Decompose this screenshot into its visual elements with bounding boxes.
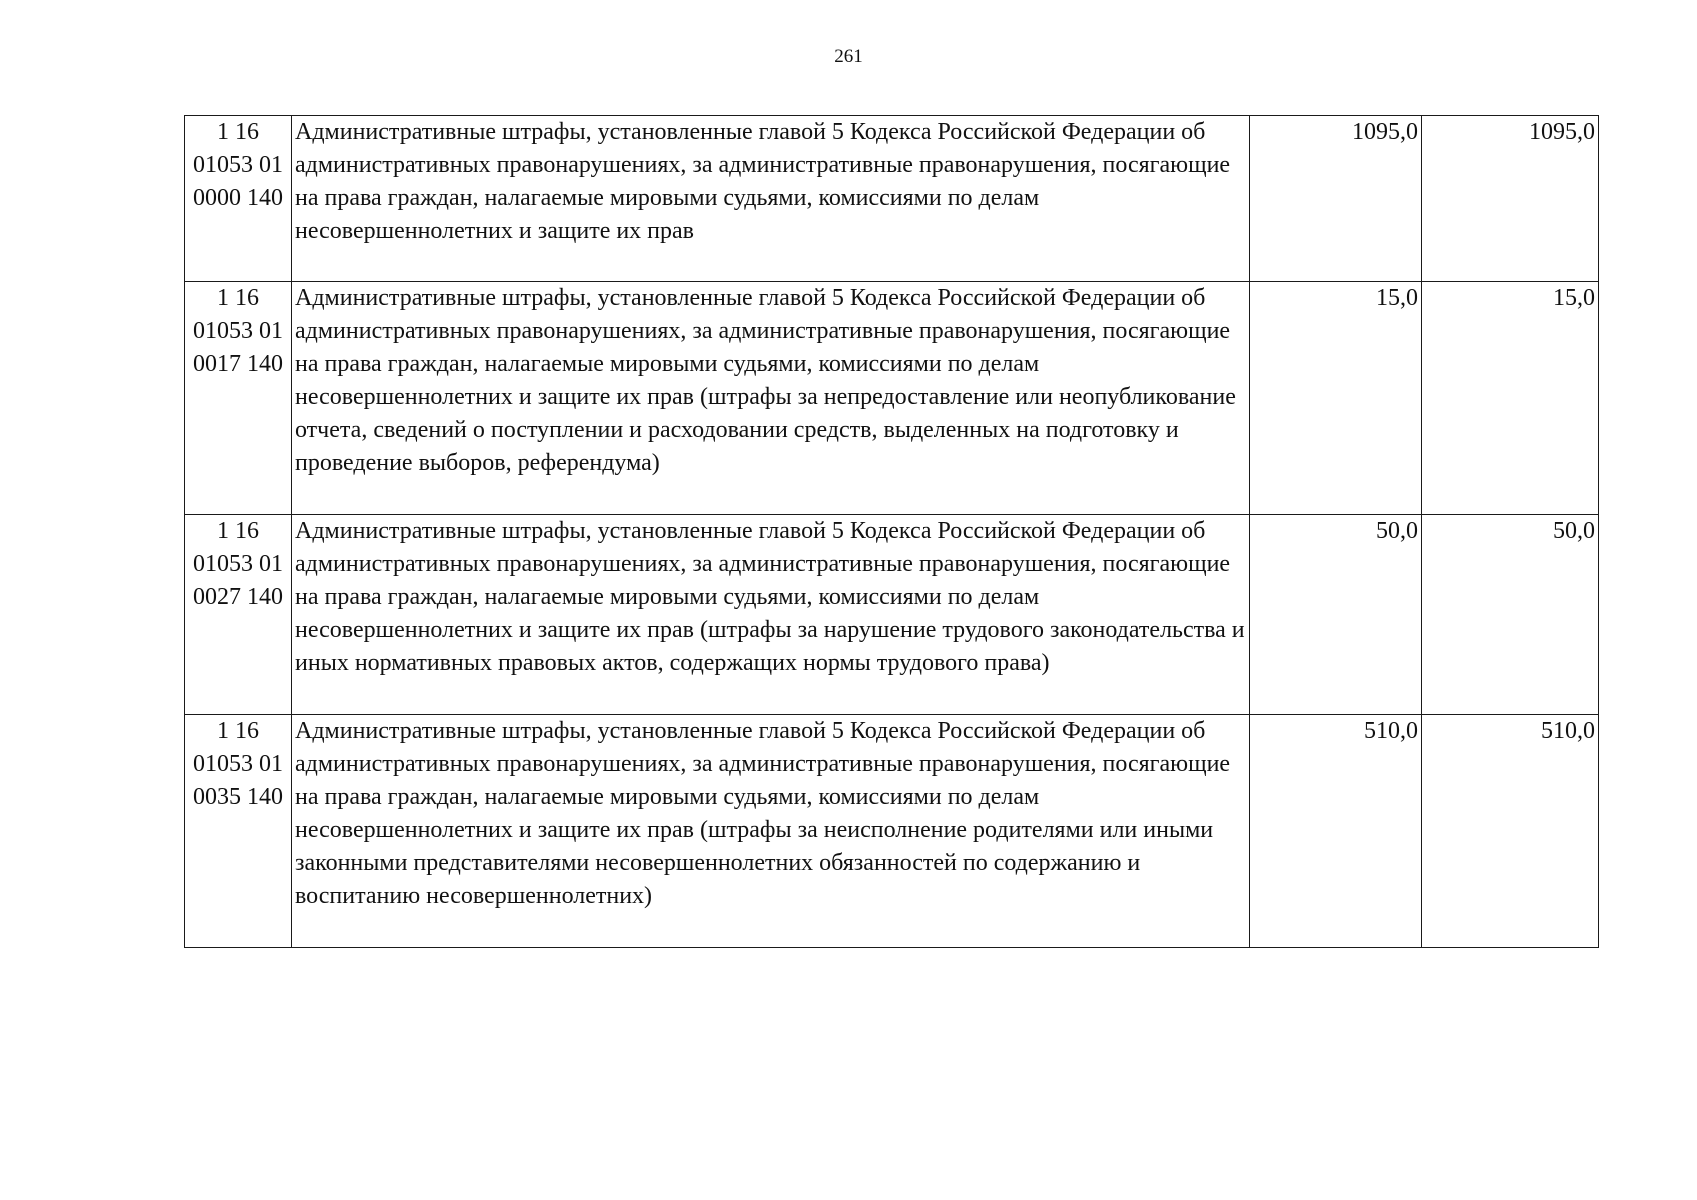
description-cell: Административные штрафы, установленные главой 5 Кодекса Российской Федерации об административных правонарушениях, за административные правонарушения, посягающие на права граждан, налагаемые мировыми судьями, комиссиями по делам несовершеннолетних и защите их прав (штрафы за непредоставление или неопубликование отчета, сведений о поступлении и расходовании средств, выделенных на подготовку и проведение выборов, референдума) xyxy=(292,282,1250,515)
amount-cell-2: 510,0 xyxy=(1422,715,1599,948)
budget-code-cell xyxy=(185,116,292,282)
code-line: 0017 140 xyxy=(193,351,283,377)
code-line: 01053 01 xyxy=(193,318,283,344)
table-row xyxy=(185,282,1599,515)
code-line: 1 16 xyxy=(217,285,259,311)
description-cell: Административные штрафы, установленные главой 5 Кодекса Российской Федерации об административных правонарушениях, за административные правонарушения, посягающие на права граждан, налагаемые мировыми судьями, комиссиями по делам несовершеннолетних и защите их прав xyxy=(292,116,1250,282)
code-line: 01053 01 xyxy=(193,751,283,777)
amount-cell-1: 15,0 xyxy=(1250,282,1422,515)
amount-cell-1: 510,0 xyxy=(1250,715,1422,948)
budget-code-cell xyxy=(185,282,292,515)
code-line: 1 16 xyxy=(217,119,259,145)
table-row xyxy=(185,116,1599,282)
page-number: 261 xyxy=(834,46,863,67)
description-cell: Административные штрафы, установленные главой 5 Кодекса Российской Федерации об административных правонарушениях, за административные правонарушения, посягающие на права граждан, налагаемые мировыми судьями, комиссиями по делам несовершеннолетних и защите их прав (штрафы за неисполнение родителями или иными законными представителями несовершеннолетних обязанностей по содержанию и воспитанию несовершеннолетних) xyxy=(292,715,1250,948)
budget-table xyxy=(184,115,1599,948)
amount-cell-1: 1095,0 xyxy=(1250,116,1422,282)
code-line: 01053 01 xyxy=(193,551,283,577)
code-line: 1 16 xyxy=(217,718,259,744)
code-line: 0035 140 xyxy=(193,784,283,810)
amount-cell-2: 1095,0 xyxy=(1422,116,1599,282)
amount-cell-2: 15,0 xyxy=(1422,282,1599,515)
code-line: 0000 140 xyxy=(193,185,283,211)
code-line: 1 16 xyxy=(217,518,259,544)
budget-code-cell xyxy=(185,715,292,948)
amount-cell-1: 50,0 xyxy=(1250,515,1422,715)
table-row xyxy=(185,715,1599,948)
code-line: 01053 01 xyxy=(193,152,283,178)
budget-code-cell xyxy=(185,515,292,715)
table-row xyxy=(185,515,1599,715)
code-line: 0027 140 xyxy=(193,584,283,610)
amount-cell-2: 50,0 xyxy=(1422,515,1599,715)
description-cell: Административные штрафы, установленные главой 5 Кодекса Российской Федерации об административных правонарушениях, за административные правонарушения, посягающие на права граждан, налагаемые мировыми судьями, комиссиями по делам несовершеннолетних и защите их прав (штрафы за нарушение трудового законодательства и иных нормативных правовых актов, содержащих нормы трудового права) xyxy=(292,515,1250,715)
